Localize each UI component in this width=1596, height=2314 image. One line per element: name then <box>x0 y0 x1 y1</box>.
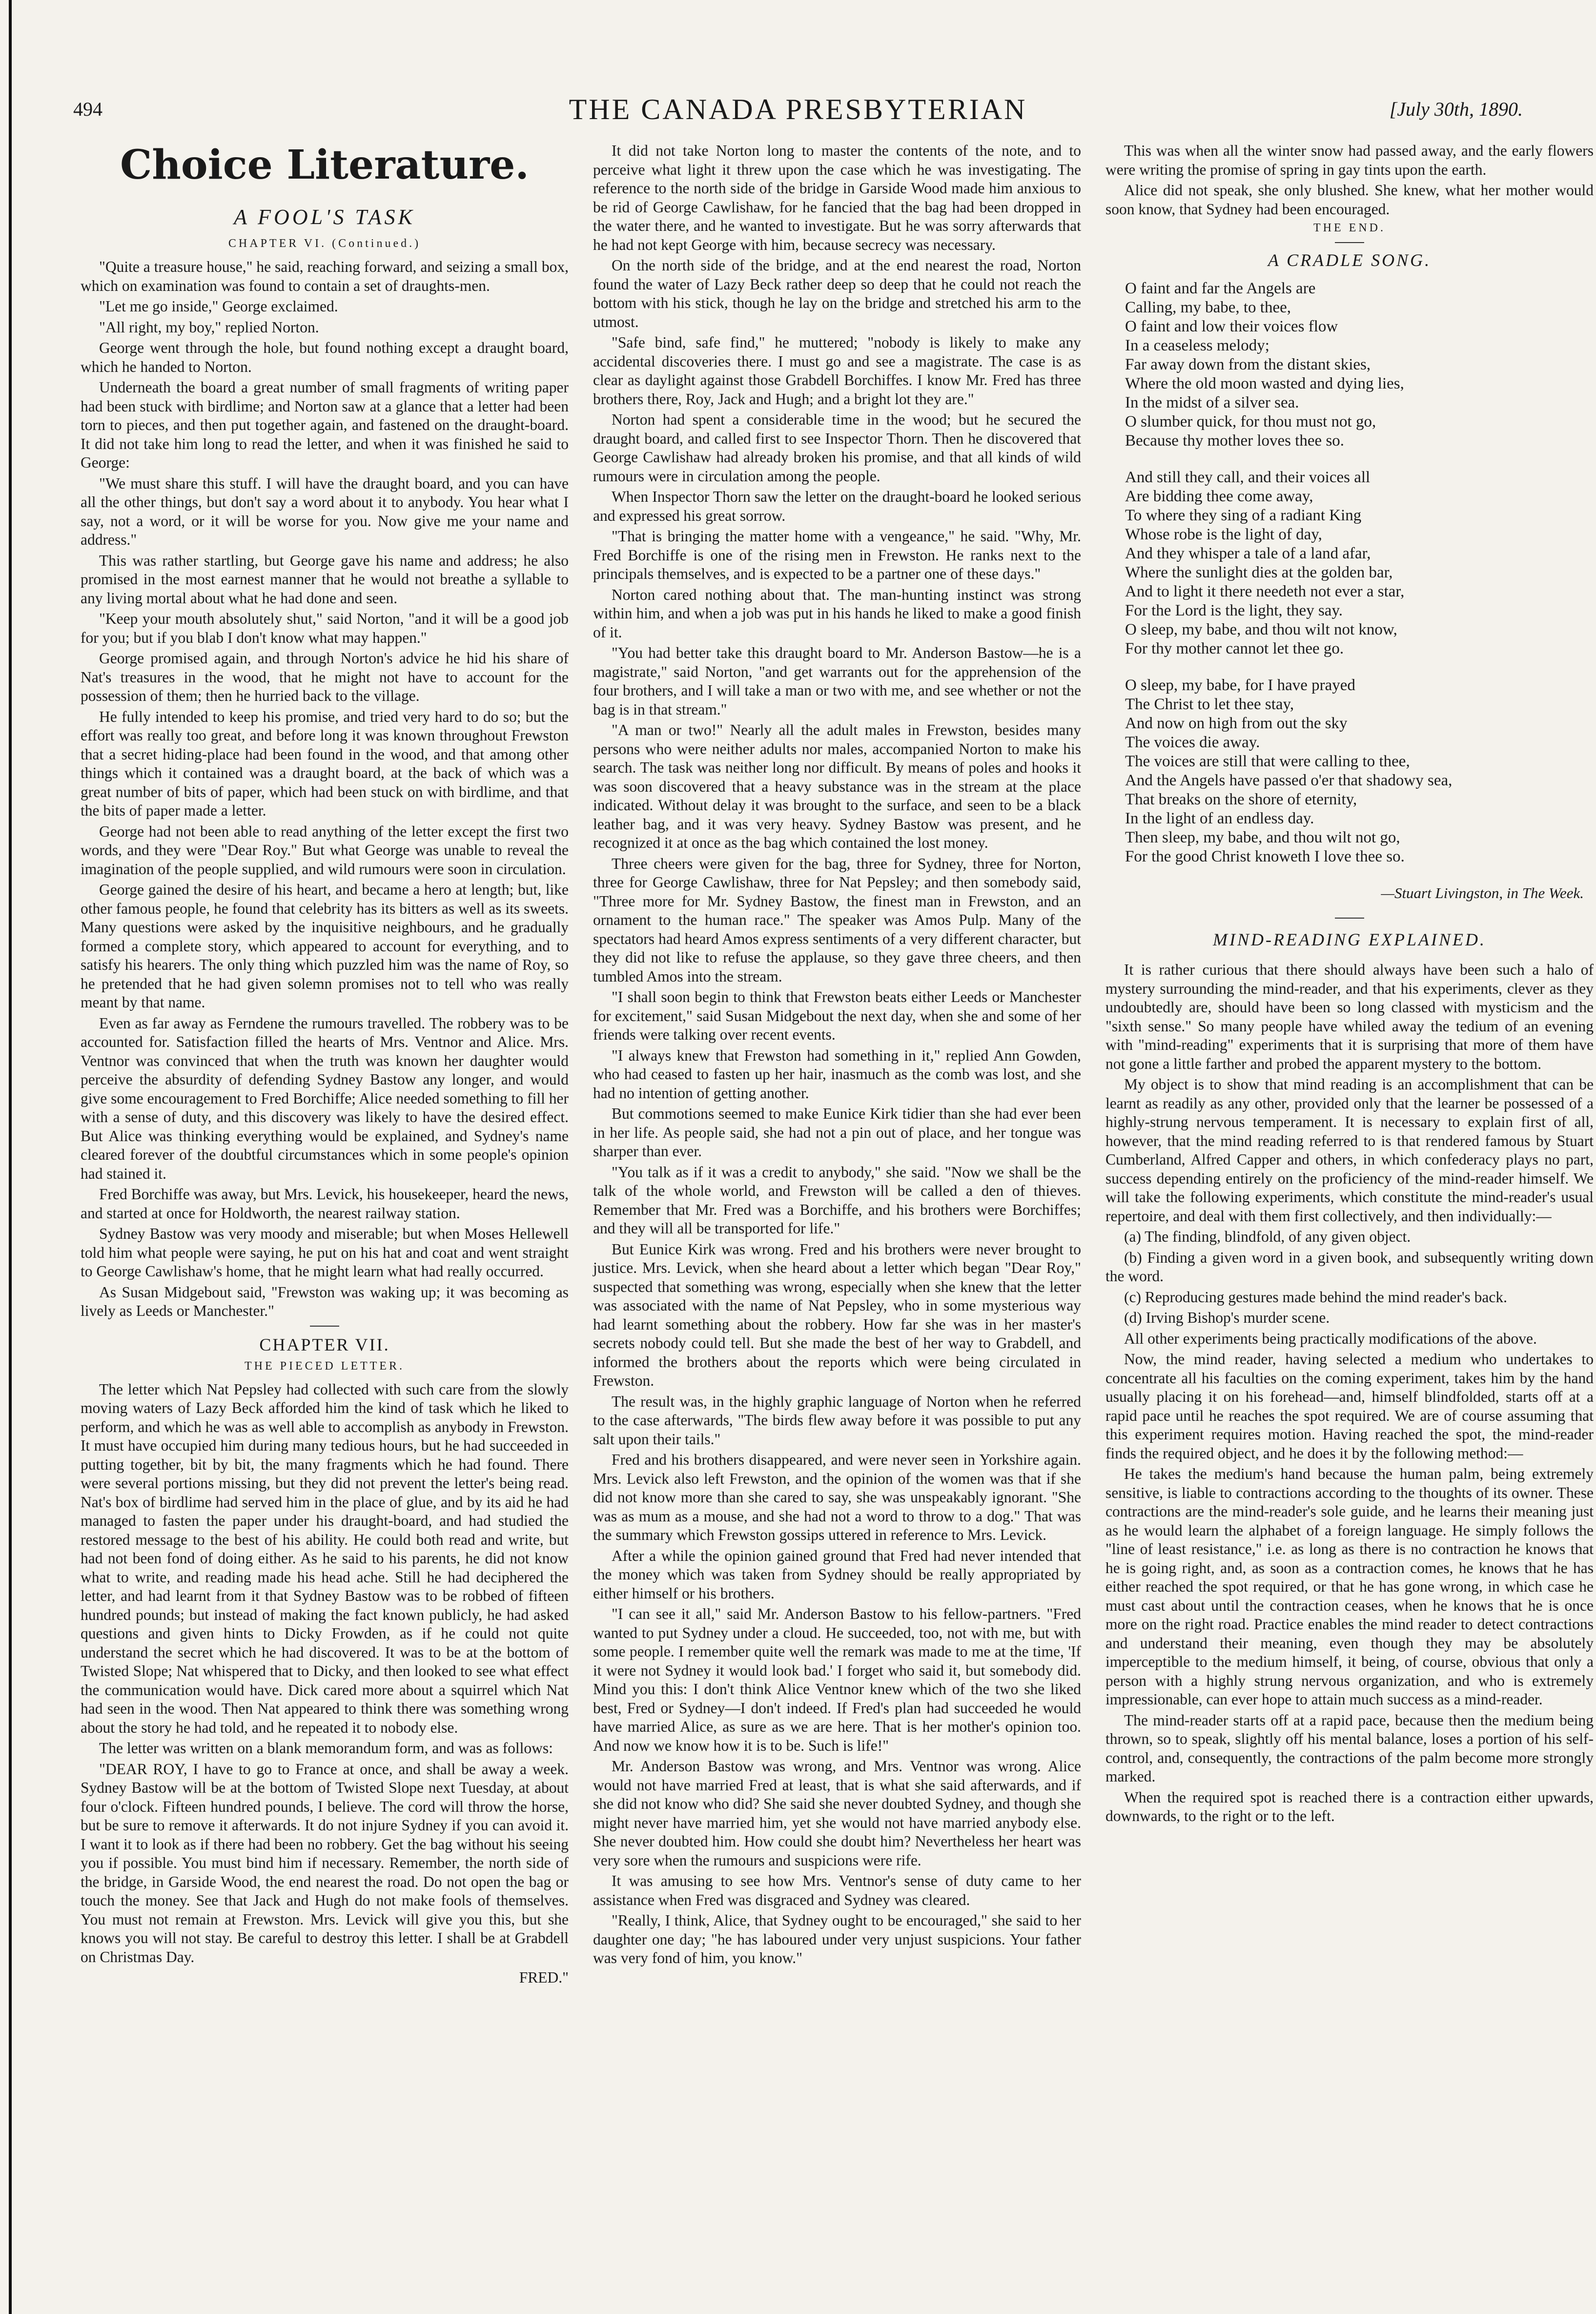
poem-line: O sleep, my babe, and thou wilt not know, <box>1125 621 1397 638</box>
page-edge-rule <box>9 0 12 2314</box>
poem-line: O faint and far the Angels are <box>1125 280 1316 297</box>
paragraph: But commotions seemed to make Eunice Kirk tidier than she had ever been in her life. As people said, she had not a pin out of place, and her tongue was sharper than ever. <box>593 1105 1081 1160</box>
paragraph: "I always knew that Frewston had something in it," replied Ann Gowden, who had ceased to fasten up her hair, inasmuch as the comb was lost, and she had no intention of getting another. <box>593 1046 1081 1102</box>
poem-line: And still they call, and their voices all <box>1125 469 1371 486</box>
poem-title: A CRADLE SONG. <box>1268 250 1432 270</box>
column-2 <box>593 142 1081 1970</box>
poem-stanza <box>1125 468 1594 658</box>
paragraph: Fred Borchiffe was away, but Mrs. Levick, his housekeeper, heard the news, and started at once for Holdworth, the nearest railway station. <box>81 1186 569 1222</box>
paragraph: "I can see it all," said Mr. Anderson Bastow to his fellow-partners. "Fred wanted to put Sydney under a cloud. He succeeded, too, not with me, but with some people. I remember quite well the remark was made to me at the time, 'If it were not Sydney it would look bad.' I forget who said it, but somebody did. Mind you this: I don't think Alice Ventnor knew which of the two she liked best, Fred or Sydney—I don't indeed. If Fred's plan had succeeded he would have married Alice, as sure as we are here. That is her mother's opinion too. And now we know how it is to be. Such is life!" <box>593 1605 1081 1754</box>
poem-line: In a ceaseless melody; <box>1125 337 1269 354</box>
poem-line: The Christ to let thee stay, <box>1125 696 1294 713</box>
paragraph: It did not take Norton long to master the contents of the note, and to perceive what light it threw upon the case which he was investigating. The reference to the north side of the bridge in Garside Wood made him anxious to be rid of George Cawlishaw, for he fancied that the bag had been dropped in the water there, and he wanted to investigate. But he was sorry afterwards that he had not kept George with him, because secrecy was necessary. <box>593 142 1081 253</box>
poem-stanza <box>1125 676 1594 866</box>
poem-line: Then sleep, my babe, and thou wilt not go, <box>1125 829 1400 846</box>
masthead <box>73 93 1523 137</box>
paragraph: The mind-reader starts off at a rapid pace, because then the medium being thrown, so to speak, slightly off his mental balance, loses a portion of his self-control, and, consequently, the contractions of the palm become more strongly marked. <box>1105 1711 1594 1785</box>
paragraph: "All right, my boy," replied Norton. <box>99 318 319 336</box>
paragraph: "Quite a treasure house," he said, reaching forward, and seizing a small box, which on examination was found to contain a set of draughts-men. <box>81 258 569 294</box>
paragraph: All other experiments being practically modifications of the above. <box>1124 1330 1537 1347</box>
paragraph: Sydney Bastow was very moody and miserable; but when Moses Hellewell told him what people were saying, he put on his hat and coat and went straight to George Cawlishaw's home, that he might learn what had really occurred. <box>81 1225 569 1280</box>
poem-line: Where the sunlight dies at the golden bar, <box>1125 564 1393 581</box>
paragraph: "Really, I think, Alice, that Sydney ought to be encouraged," she said to her daughter one day; "he has laboured under very unjust suspicions. Your father was very fond of him, you know." <box>593 1912 1081 1966</box>
poem-line: And to light it there needeth not ever a star, <box>1125 583 1405 600</box>
divider <box>1335 242 1364 243</box>
paragraph: Fred and his brothers disappeared, and were never seen in Yorkshire again. Mrs. Levick also left Frewston, and the opinion of the women was that if she did not know more than she cared to say, she was unspeakably ignorant. "She was as mum as a mouse, and she had not a word to throw to a dog." That was the summary which Frewston gossips uttered in reference to Mrs. Levick. <box>593 1451 1081 1543</box>
paragraph: "That is bringing the matter home with a vengeance," he said. "Why, Mr. Fred Borchiffe is one of the rising men in Frewston. He ranks next to the principals themselves, and is expected to be a partner one of these days." <box>593 528 1081 582</box>
paragraph: "You had better take this draught board to Mr. Anderson Bastow—he is a magistrate," said Norton, "and get warrants out for the apprehension of the four brothers, and I will take a man or two with me, and see whether or not the bag is in that stream." <box>593 644 1081 718</box>
paragraph: Underneath the board a great number of small fragments of writing paper had been stuck with birdlime; and Norton saw at a glance that a letter had been torn to pieces, and then put together again, and fastened on the draught-board. It did not take him long to read the letter, and when it was finished he said to George: <box>81 379 569 471</box>
paragraph: "A man or two!" Nearly all the adult males in Frewston, besides many persons who were neither adults nor males, accompanied Norton to make his search. The task was neither long nor difficult. By means of poles and hooks it was soon discovered that a heavy substance was in the stream at the place indicated. Without delay it was brought to the surface, and seen to be a black leather bag, and it was very heavy. Sydney Bastow was present, and he recognized it at once as the bag which contained the lost money. <box>593 721 1081 851</box>
essay-title: MIND-READING EXPLAINED. <box>1213 929 1486 949</box>
paragraph: The letter which Nat Pepsley had collected with such care from the slowly moving waters of Lazy Beck afforded him the kind of task which he liked to perform, and which he was as well able to accomplish as anybody in Frewston. It must have occupied him during many tedious hours, but he had succeeded in putting together, bit by bit, the many fragments which he had found. There were several portions missing, but they did not prevent the letter's being read. Nat's box of birdlime had served him in the place of glue, and by its aid he had managed to fasten the paper under his draught-board, and had studied the restored message to the best of his ability. He could both read and write, but had not been fond of doing either. As he said to his parents, he did not know what to write, and reading made his head ache. Still he had deciphered the letter, and had learnt from it that Sydney Bastow was to be robbed of fifteen hundred pounds; but instead of making the fact known publicly, he had asked questions and given hints to Dicky Frowden, as if he could not quite understand the secret which he had discovered. It was to be at the bottom of Twisted Slope; Nat whispered that to Dicky, and then looked to see what effect the communication would have. Dick cared more about a squirrel which Nat had seen in the wood. Then Nat appeared to think there was something wrong about the story he had told, and he repeated it to nobody else. <box>81 1380 569 1736</box>
publication-title: THE CANADA PRESBYTERIAN <box>569 93 1027 125</box>
story-body <box>81 258 569 1321</box>
list-item: (b) Finding a given word in a given book, and subsequently writing down the word. <box>1105 1249 1594 1285</box>
paragraph: As Susan Midgebout said, "Frewston was waking up; it was becoming as lively as Leeds or Manchester." <box>81 1283 569 1319</box>
divider <box>310 1326 339 1327</box>
divider <box>1335 918 1364 919</box>
poem-stanza <box>1125 279 1594 451</box>
poem-line: Calling, my babe, to thee, <box>1125 299 1291 316</box>
essay-body-continued <box>1105 1330 1594 1826</box>
paragraph: This was rather startling, but George gave his name and address; he also promised in the most earnest manner that he would not breathe a syllable to any living mortal about what he had done and seen. <box>81 552 569 607</box>
chapter-subtitle: THE PIECED LETTER. <box>245 1359 405 1372</box>
paragraph: "Keep your mouth absolutely shut," said Norton, "and it will be a good job for you; but if you blab I don't know what may happen." <box>81 610 569 646</box>
list-item: (c) Reproducing gestures made behind the mind reader's back. <box>1124 1288 1508 1306</box>
issue-date: [July 30th, 1890. <box>1389 98 1523 120</box>
story-ending <box>1105 142 1594 219</box>
poem-line: O faint and low their voices flow <box>1125 318 1338 335</box>
paragraph: George promised again, and through Norton's advice he hid his share of Nat's treasures in the wood, that he might not have to account for the possession of them; then he hurried back to the village. <box>81 650 569 704</box>
paragraph: When Inspector Thorn saw the letter on the draught-board he looked serious and expressed his great sorrow. <box>593 488 1081 524</box>
list-item: (a) The finding, blindfold, of any given object. <box>1124 1228 1411 1245</box>
column-3 <box>1105 142 1594 1828</box>
paragraph: "Safe bind, safe find," he muttered; "nobody is likely to make any accidental discoveries there. I must go and see a magistrate. The case is as clear as daylight against those Grabdell Borchiffes. I know Mr. Fred has three brothers there, Roy, Jack and Hugh; and a bright lot they are." <box>593 334 1081 408</box>
paragraph: Norton had spent a considerable time in the wood; but he secured the draught board, and called first to see Inspector Thorn. Then he discovered that George Cawlishaw had already broken his promise, and that all kinds of wild rumours were in circulation among the people. <box>593 411 1081 485</box>
paragraph: "You talk as if it was a credit to anybody," she said. "Now we shall be the talk of the whole world, and Frewston will be called a den of thieves. Remember that Mr. Fred was a Borchiffe, and his brothers were Borchiffes; and they will all be transported for life." <box>593 1163 1081 1237</box>
poem-line: For the Lord is the light, they say. <box>1125 602 1343 619</box>
letter-text: "DEAR ROY, I have to go to France at once, and shall be away a week. Sydney Bastow will be at the bottom of Twisted Slope next Tuesday, at about four o'clock. Fifteen hundred pounds, I believe. The cord will throw the horse, but be sure to remove it afterwards. It do not injure Sydney if you can avoid it. I want it to look as if there had been no robbery. Get the bag without his seeing you if possible. You must bind him if necessary. Remember, the north side of the bridge, in Garside Wood, the end nearest the road. Do not open the bag or touch the money. See that Jack and Hugh do not make fools of themselves. You must not remain at Frewston. Mrs. Levick will give you this, but she knows you will not stay. Be careful to destroy this letter. I shall be at Grabdell on Christmas Day. <box>81 1760 569 1966</box>
chapter-label: CHAPTER VI. (Continued.) <box>228 237 421 250</box>
poem-line: The voices die away. <box>1125 734 1260 751</box>
paragraph: After a while the opinion gained ground that Fred had never intended that the money which was taken from Sydney should be really appropriated by either himself or his brothers. <box>593 1547 1081 1602</box>
poem-line: That breaks on the shore of eternity, <box>1125 791 1357 808</box>
poem-line: Where the old moon wasted and dying lies, <box>1125 375 1404 392</box>
poem-line: And now on high from out the sky <box>1125 715 1348 732</box>
paragraph: Three cheers were given for the bag, three for Sydney, three for Norton, three for George Cawlishaw, three for Nat Pepsley; and then somebody said, "Three more for Mr. Sydney Bastow, the finest man in Frewston, and an ornament to the human race." The speaker was Amos Pulp. Many of the spectators had heard Amos express sentiments of a very different character, but they did not like to refuse the applause, so they gave three cheers, and then tumbled Amos into the stream. <box>593 855 1081 985</box>
poem-line: In the light of an endless day. <box>1125 810 1314 827</box>
paragraph: Now, the mind reader, having selected a medium who undertakes to concentrate all his faculties on the coming experiment, takes him by the hand usually placing it on his forehead—and, himself blindfolded, starts off at a rapid pace until he reaches the spot required. We are of course assuming that this experiment requires motion. Having reached the spot, the mind-reader finds the required object, and he does it by the following method:— <box>1105 1351 1594 1462</box>
the-end-label: THE END. <box>1313 222 1386 234</box>
column-1 <box>81 142 569 1987</box>
paragraph: The result was, in the highly graphic language of Norton when he referred to the case afterwards, "The birds flew away before it was possible to put any salt upon their tails." <box>593 1392 1081 1448</box>
paragraph: Alice did not speak, she only blushed. She knew, what her mother would soon know, that Sydney had been encouraged. <box>1105 182 1594 218</box>
chapter-heading: CHAPTER VII. <box>259 1334 390 1354</box>
story-continuation <box>593 142 1081 1968</box>
letter-signature: FRED." <box>519 1969 569 1986</box>
poem-line: For thy mother cannot let thee go. <box>1125 640 1344 657</box>
poem-line: O sleep, my babe, for I have prayed <box>1125 676 1355 694</box>
poem-line: To where they sing of a radiant King <box>1125 507 1362 524</box>
paragraph: But Eunice Kirk was wrong. Fred and his brothers were never brought to justice. Mrs. Levick, when she heard about a letter which began "Dear Roy," suspected that something was wrong, especially when she knew that the letter was associated with the name of Nat Pepsley, who in some mysterious way had learnt something about the robbery. How far she was in her master's secrets nobody could tell. But she made the best of her way to Grabdell, and informed the brothers about the reports which were being circulated in Frewston. <box>593 1240 1081 1389</box>
paragraph: On the north side of the bridge, and at the end nearest the road, Norton found the water of Lazy Beck rather deep so deep that he could not reach the bottom with his stick, though he lay on the bridge and stretched his arm to the utmost. <box>593 257 1081 330</box>
paragraph: It was amusing to see how Mrs. Ventnor's sense of duty came to her assistance when Fred was disgraced and Sydney was cleared. <box>593 1872 1081 1908</box>
poem-line: Far away down from the distant skies, <box>1125 356 1371 373</box>
poem-line: O slumber quick, for thou must not go, <box>1125 413 1376 430</box>
paragraph: Mr. Anderson Bastow was wrong, and Mrs. Ventnor was wrong. Alice would not have married Fred at least, that is what she said afterwards, and if she did not know who did? She said she never doubted Sydney, and though she might never have married him, yet she would not have married anybody else. She never doubted him. How could she doubt him? Nevertheless her heart was very sore when the rumours and suspicions were rife. <box>593 1758 1081 1869</box>
poem-line: Whose robe is the light of day, <box>1125 526 1322 543</box>
essay-list <box>1105 1228 1594 1328</box>
chapter-body <box>81 1380 569 1758</box>
poem-line: In the midst of a silver sea. <box>1125 394 1299 411</box>
paragraph: This was when all the winter snow had passed away, and the early flowers were writing the promise of spring in gay tints upon the earth. <box>1105 142 1594 178</box>
essay-body <box>1105 961 1594 1226</box>
poem-line: The voices are still that were calling to thee, <box>1125 753 1410 770</box>
paragraph: "Let me go inside," George exclaimed. <box>99 298 338 315</box>
section-title: Choice Literature. <box>120 142 529 188</box>
paragraph: He fully intended to keep his promise, and tried very hard to do so; but the effort was really too great, and before long it was known throughout Frewston that a secret hiding-place had been found in the wood, and that among other things which it contained was a draught board, at the back of which was a great number of bits of paper, which had been stuck on with birdlime, and that the bits of paper made a letter. <box>81 708 569 819</box>
paragraph: Norton cared nothing about that. The man-hunting instinct was strong within him, and when a job was put in his hands he liked to make a good finish of it. <box>593 586 1081 641</box>
paragraph: The letter was written on a blank memorandum form, and was as follows: <box>99 1740 553 1757</box>
paragraph: George gained the desire of his heart, and became a hero at length; but, like other famous people, he found that celebrity has its bitters as well as its sweets. Many questions were asked by the inquisitive neighbours, and he gradually formed a complete story, which appeared to account for everything, and to satisfy his hearers. The only thing which puzzled him was the name of Roy, so he pretended that he had given solemn promises not to tell who was really meant by that name. <box>81 881 569 1011</box>
story-title: A FOOL'S TASK <box>234 205 415 229</box>
paragraph: When the required spot is reached there is a contraction either upwards, downwards, to the right or to the left. <box>1105 1788 1594 1824</box>
page-number: 494 <box>73 98 102 120</box>
poem-line: Because thy mother loves thee so. <box>1125 432 1345 450</box>
poem <box>1125 279 1594 866</box>
poem-line: For the good Christ knoweth I love thee so. <box>1125 848 1405 865</box>
paragraph: "We must share this stuff. I will have the draught board, and you can have all the other things, but don't say a word about it to anybody. You hear what I say, not a word, or it will be worse for you. Now give me your name and address." <box>81 474 569 548</box>
paragraph: "I shall soon begin to think that Frewston beats either Leeds or Manchester for excitement," said Susan Midgebout the next day, when she and some of her friends were talking over recent events. <box>593 988 1081 1043</box>
poem-line: Are bidding thee come away, <box>1125 488 1313 505</box>
paragraph: George went through the hole, but found nothing except a draught board, which he handed to Norton. <box>81 339 569 375</box>
paragraph: My object is to show that mind reading is an accomplishment that can be learnt as readily as any other, provided only that the learner be possessed of a highly-strung nervous temperament. It is necessary to explain first of all, however, that the mind reading referred to is that rendered famous by Stuart Cumberland, Alfred Capper and others, in which confederacy plays no part, success depending entirely on the proficiency of the mind-reader himself. We will take the following experiments, which constitute the mind-reader's usual repertoire, and deal with them first collectively, and then individually:— <box>1105 1076 1594 1225</box>
list-item: (d) Irving Bishop's murder scene. <box>1124 1309 1330 1326</box>
paragraph: It is rather curious that there should always have been such a halo of mystery surrounding the mind-reader, and that his experiments, clever as they undoubtedly are, should have been so long classed with mysticism and the "sixth sense." So many people have whiled away the tedium of an evening with "mind-reading" experiments that it is surprising that more of them have not gone a little farther and probed the apparent mystery to the bottom. <box>1105 961 1594 1072</box>
paragraph: Even as far away as Ferndene the rumours travelled. The robbery was to be accounted for. Satisfaction filled the hearts of Mrs. Ventnor and Alice. Mrs. Ventnor was convinced that when the truth was known her daughter would perceive the absurdity of defending Sydney Bastow any longer, and would give some encouragement to Fred Borchiffe; Alice needed something to fill her with a sense of duty, and this discovery was likely to have the desired effect. But Alice was thinking everything would be explained, and Sydney's name cleared forever of the doubtful circumstances which in some people's opinion had stained it. <box>81 1014 569 1182</box>
poem-line: And the Angels have passed o'er that shadowy sea, <box>1125 772 1453 789</box>
poem-line: And they whisper a tale of a land afar, <box>1125 545 1371 562</box>
paragraph: He takes the medium's hand because the human palm, being extremely sensitive, is liable to contractions according to the thoughts of its owner. These contractions are the mind-reader's sole guide, and he learns their meaning just as he would learn the alphabet of a foreign language. He simply follows the "line of least resistance," i.e. as long as there is no contraction he knows that he is going right, and, as soon as a contraction comes, he knows that he has either reached the spot required, or that he has gone wrong, in which case he must cast about until the contraction ceases, when he knows that he is once more on the right road. Practice enables the mind reader to detect contractions and understand their meaning, even though they may be absolutely imperceptible to the medium himself, it being, of course, obvious that only a person with a highly strung nervous organization, and who is extremely impressionable, can ever hope to attain much success as a mind-reader. <box>1105 1465 1594 1708</box>
paragraph: George had not been able to read anything of the letter except the first two words, and they were "Dear Roy." But what George was unable to reveal the imagination of the people supplied, and wild rumours were soon in circulation. <box>81 822 569 878</box>
poem-credit: —Stuart Livingston, in The Week. <box>1381 884 1584 901</box>
